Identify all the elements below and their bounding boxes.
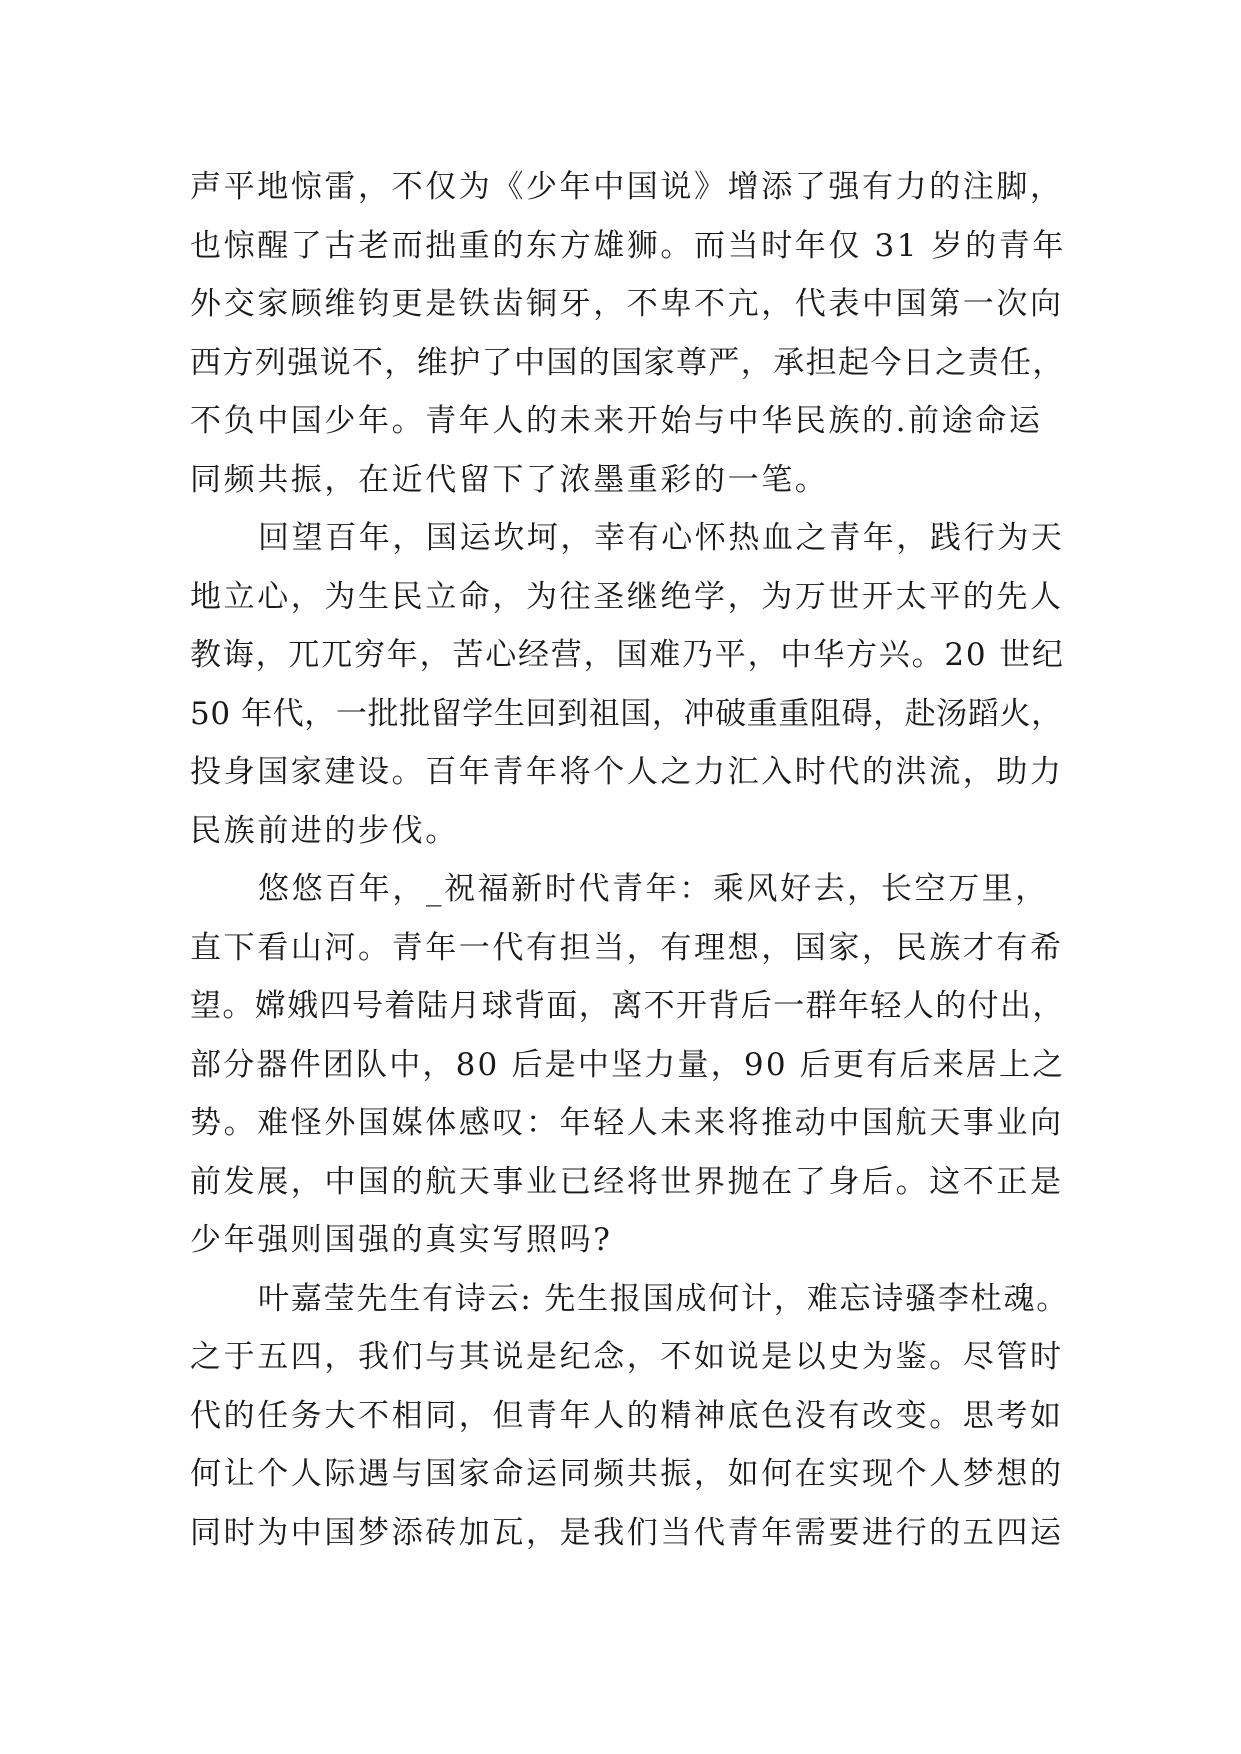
- text-line: 也惊醒了古老而拙重的东方雄狮。而当时年仅 31 岁的青年: [190, 227, 1066, 264]
- text-line: 望。嫦娥四号着陆月球背面，离不开背后一群年轻人的付出，: [190, 988, 1065, 1024]
- text-line: 投身国家建设。百年青年将个人之力汇入时代的洪流，助力: [190, 754, 1064, 790]
- text-line: 50 年代，一批批留学生回到祖国，冲破重重阻碍，赴汤蹈火，: [190, 695, 1063, 732]
- text-line: 少年强则国强的真实写照吗?: [190, 1222, 613, 1258]
- text-line: 前发展，中国的航天事业已经将世界抛在了身后。这不正是: [190, 1163, 1064, 1200]
- text-line: 不负中国少年。青年人的未来开始与中华民族的.前途命运: [190, 403, 1043, 439]
- text-line: 代的任务大不相同，但青年人的精神底色没有改变。思考如: [190, 1397, 1064, 1434]
- text-line: 同时为中国梦添砖加瓦，是我们当代青年需要进行的五四运: [190, 1514, 1064, 1551]
- text-line: 民族前进的步伐。: [190, 812, 459, 849]
- text-line: 部分器件团队中，80 后是中坚力量，90 后更有后来居上之: [190, 1046, 1066, 1083]
- text-line: 何让个人际遇与国家命运同频共振，如何在实现个人梦想的: [190, 1456, 1064, 1492]
- text-line: 西方列强说不，维护了中国的国家尊严，承担起今日之责任，: [190, 344, 1065, 381]
- text-line: 声平地惊雷，不仅为《少年中国说》增添了强有力的注脚，: [190, 169, 1064, 205]
- text-line: 地立心，为生民立命，为往圣继绝学，为万世开太平的先人: [190, 578, 1064, 615]
- text-line: 外交家顾维钧更是铁齿铜牙，不卑不亢，代表中国第一次向: [190, 286, 1064, 322]
- text-line: 回望百年，国运坎坷，幸有心怀热血之青年，践行为天: [258, 520, 1065, 556]
- text-line: 之于五四，我们与其说是纪念，不如说是以史为鉴。尽管时: [190, 1339, 1064, 1375]
- text-line: 势。难怪外国媒体感叹：年轻人未来将推动中国航天事业向: [190, 1105, 1064, 1141]
- text-line: 直下看山河。青年一代有担当，有理想，国家，民族才有希: [190, 929, 1064, 966]
- body-text: [190, 158, 1070, 1562]
- text-line: 同频共振，在近代留下了浓墨重彩的一笔。: [190, 461, 829, 498]
- text-line: 悠悠百年，_祝福新时代青年：乘风好去，长空万里，: [258, 871, 1049, 907]
- text-line: 教诲，兀兀穷年，苦心经营，国难乃平，中华方兴。20 世纪: [190, 637, 1065, 673]
- text-line: 叶嘉莹先生有诗云: 先生报国成何计，难忘诗骚李杜魂。: [258, 1280, 1070, 1317]
